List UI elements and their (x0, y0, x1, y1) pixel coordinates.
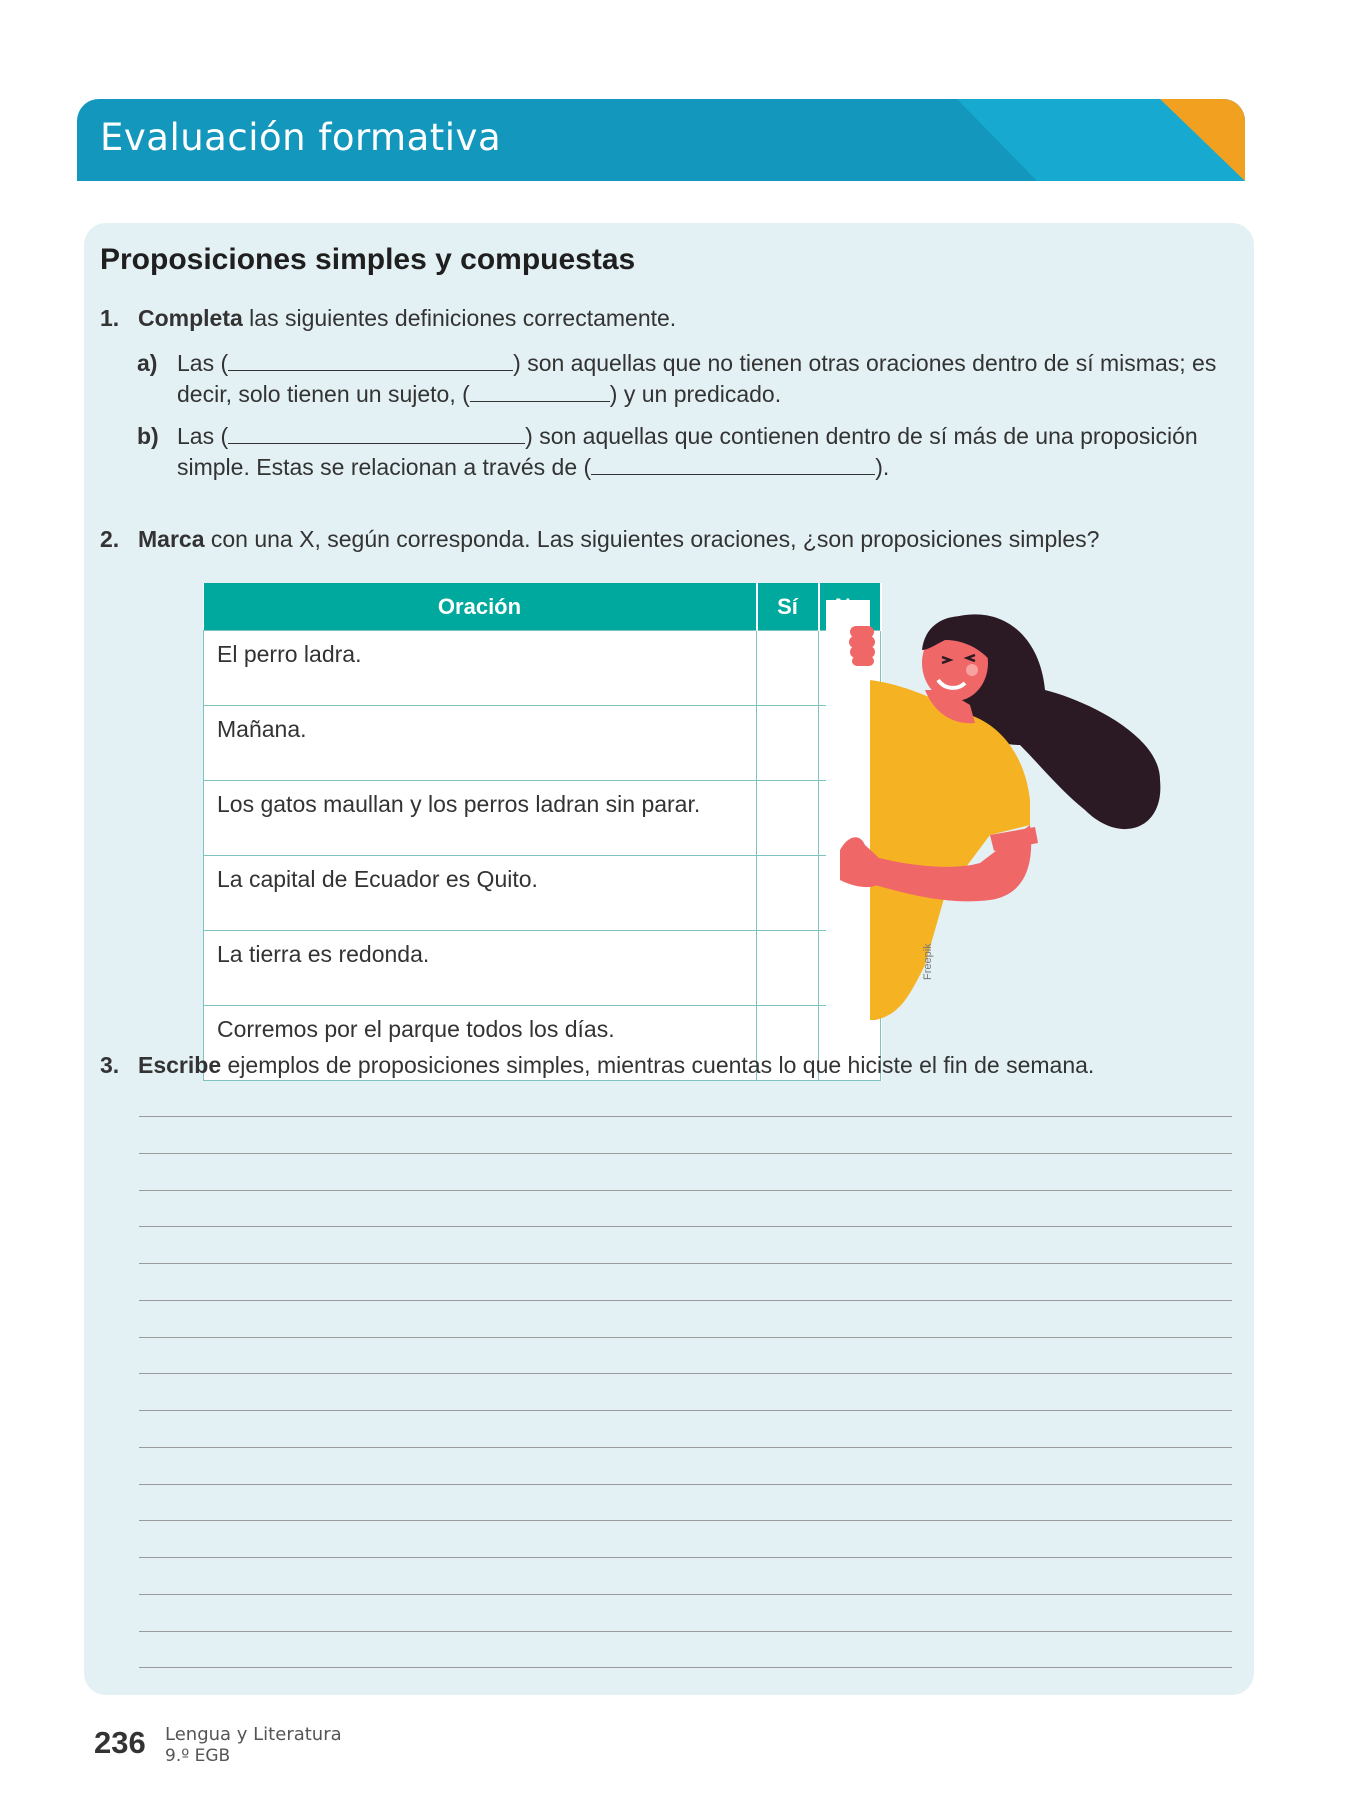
question-1b (137, 421, 1198, 483)
item-line (177, 348, 1216, 379)
sentence-cell: Mañana. (204, 706, 757, 781)
writing-line[interactable] (139, 1520, 1232, 1521)
writing-line[interactable] (139, 1484, 1232, 1485)
girl-peeking-illustration (830, 595, 1170, 1035)
section-title: Proposiciones simples y compuestas (100, 243, 636, 276)
text-fragment: ). (875, 454, 890, 480)
column-header-si: Sí (757, 583, 819, 631)
question-number: 3. (100, 1052, 120, 1078)
text-fragment: Las ( (177, 350, 229, 376)
writing-line[interactable] (139, 1447, 1232, 1448)
page-number: 236 (94, 1725, 146, 1760)
text-fragment: ) y un predicado. (609, 381, 782, 407)
writing-line[interactable] (139, 1557, 1232, 1558)
question-text: las siguientes definiciones correctamente. (242, 305, 677, 331)
table-row (204, 631, 881, 706)
writing-line[interactable] (139, 1226, 1232, 1227)
table-row (204, 706, 881, 781)
sentence-cell: Los gatos maullan y los perros ladran sin parar. (204, 781, 757, 856)
text-fragment: ) son aquellas que contienen dentro de sí más de una proposición (525, 423, 1198, 449)
writing-line[interactable] (139, 1667, 1232, 1668)
question-number: 2. (100, 526, 120, 552)
checkbox-si[interactable] (757, 706, 819, 781)
question-verb: Completa (138, 305, 243, 331)
writing-line[interactable] (139, 1153, 1232, 1154)
item-label: b) (137, 423, 159, 449)
blank-field[interactable] (591, 456, 875, 475)
propositions-table (203, 583, 882, 1081)
question-1 (100, 305, 676, 332)
table-row (204, 781, 881, 856)
writing-line[interactable] (139, 1300, 1232, 1301)
item-label: a) (137, 350, 158, 376)
checkbox-si[interactable] (757, 856, 819, 931)
writing-line[interactable] (139, 1337, 1232, 1338)
footer-subject: Lengua y Literatura (165, 1724, 342, 1745)
page-title: Evaluación formativa (100, 116, 502, 159)
question-text: con una X, según corresponda. Las siguientes oraciones, ¿son proposiciones simples? (204, 526, 1100, 552)
header-band (77, 99, 1245, 181)
checkbox-si[interactable] (757, 931, 819, 1006)
writing-line[interactable] (139, 1116, 1232, 1117)
writing-line[interactable] (139, 1594, 1232, 1595)
writing-line[interactable] (139, 1631, 1232, 1632)
question-3 (100, 1052, 1094, 1079)
blank-field[interactable] (228, 352, 513, 371)
table-row (204, 856, 881, 931)
sentence-cell: La tierra es redonda. (204, 931, 757, 1006)
text-fragment: ) son aquellas que no tienen otras oraciones dentro de sí mismas; es (513, 350, 1217, 376)
blank-field[interactable] (228, 425, 525, 444)
item-line (177, 421, 1198, 452)
dua-badge-title: DUA (1039, 10, 1097, 40)
question-text: ejemplos de proposiciones simples, mientras cuentas lo que hiciste el fin de semana. (221, 1052, 1095, 1078)
table-header-row (204, 583, 881, 631)
question-verb: Marca (138, 526, 205, 552)
sentence-cell: Corremos por el parque todos los días. (204, 1006, 757, 1081)
question-1a (137, 348, 1217, 410)
text-fragment: decir, solo tienen un sujeto, ( (177, 381, 470, 407)
blank-field[interactable] (470, 383, 610, 402)
text-fragment: simple. Estas se relacionan a través de ( (177, 454, 592, 480)
sentence-cell: La capital de Ecuador es Quito. (204, 856, 757, 931)
item-line (177, 452, 1198, 483)
image-credit: Freepik (922, 943, 934, 980)
column-header-oracion: Oración (204, 583, 757, 631)
checkbox-si[interactable] (757, 781, 819, 856)
question-2 (100, 526, 1099, 553)
writing-line[interactable] (139, 1263, 1232, 1264)
writing-line[interactable] (139, 1190, 1232, 1191)
question-verb: Escribe (138, 1052, 222, 1078)
writing-line[interactable] (139, 1410, 1232, 1411)
text-fragment: Las ( (177, 423, 229, 449)
dua-badge-subtitle: Acción y expresión (937, 43, 1139, 68)
table-row (204, 931, 881, 1006)
item-line (177, 379, 1216, 410)
footer-grade: 9.º EGB (165, 1746, 231, 1766)
question-number: 1. (100, 305, 120, 331)
checkbox-si[interactable] (757, 631, 819, 706)
sentence-cell: El perro ladra. (204, 631, 757, 706)
writing-line[interactable] (139, 1373, 1232, 1374)
hand-fingers-illustration (848, 626, 878, 668)
